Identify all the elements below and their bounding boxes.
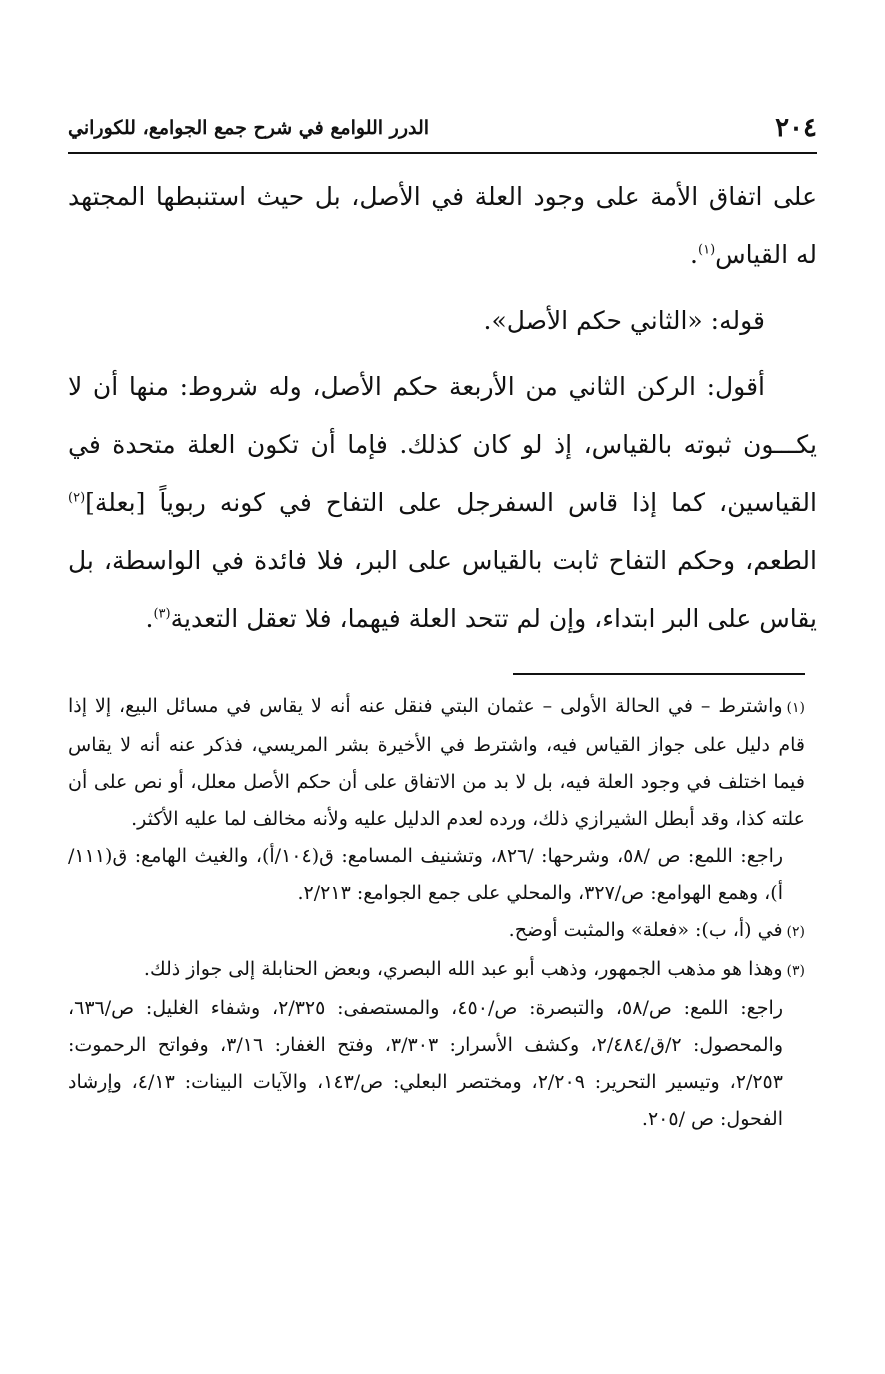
footnote-ref-2[interactable]: (٢) xyxy=(68,490,86,506)
paragraph-2: قوله: «الثاني حكم الأصل». xyxy=(483,306,765,335)
paragraph-3-text-a: أقول: الركن الثاني من الأربعة حكم الأصل، وله شروط: منها أن لا يكـــون ثبوته بالقياس، إذ لو كان كذلك. فإما أن تكون العلة متحدة في القياسين، كما إذا قاس السفرجل على التفاح في كونه ربوياً [بعلة] xyxy=(68,372,817,517)
footnote-2-marker: (٢) xyxy=(786,924,805,940)
footnotes xyxy=(68,688,805,1138)
page-number: ٢٠٤ xyxy=(775,113,817,143)
paragraph-3-end: . xyxy=(145,604,154,633)
footnote-3-marker: (٣) xyxy=(786,963,805,979)
footnote-3 xyxy=(68,951,805,990)
footnote-1 xyxy=(68,688,805,838)
paragraph-3-text-b: الطعم، وحكم التفاح ثابت بالقياس على البر، فلا فائدة في الواسطة، بل يقاس على البر ابتداء، وإن لم تتحد العلة فيهما، فلا تعقل التعدية xyxy=(68,546,817,633)
footnote-1-references: راجع: اللمع: ص /٥٨، وشرحها: /٨٢٦، وتشنيف المسامع: ق(١٠٤/أ)، والغيث الهامع: ق(١١١/أ)، وهمع الهوامع: ص/٣٢٧، والمحلي على جمع الجوامع: ٢/٢١٣. xyxy=(68,845,784,904)
paragraph-3 xyxy=(68,358,817,648)
footnote-separator xyxy=(513,673,805,675)
header-divider xyxy=(68,152,817,154)
footnote-ref-1[interactable]: (١) xyxy=(698,242,716,258)
footnote-1-marker: (١) xyxy=(786,700,805,716)
footnote-3-references: راجع: اللمع: ص/٥٨، والتبصرة: ص/٤٥٠، والمستصفى: ٢/٣٢٥، وشفاء الغليل: ص/٦٣٦، والمحصول: ٢/ق/٢/٤٨٤، وكشف الأسرار: ٣/٣٠٣، وفتح الغفار: ٣/١٦، وفواتح الرحموت: ٢/٢٥٣، وتيسير التحرير: ٢/٢٠٩، ومختصر البعلي: ص/١٤٣، والآيات البينات: ٤/١٣، وإرشاد الفحول: ص /٢٠٥. xyxy=(68,997,783,1130)
footnote-2-text: في (أ، ب): «فعلة» والمثبت أوضح. xyxy=(508,919,783,941)
footnote-3-text: وهذا هو مذهب الجمهور، وذهب أبو عبد الله البصري، وبعض الحنابلة إلى جواز ذلك. xyxy=(143,958,783,980)
footnote-1-text: واشترط – في الحالة الأولى – عثمان البتي فنقل عنه أنه لا يقاس في مسائل البيع، إلا إذا قام دليل على جواز القياس فيه، واشترط في الأخيرة بشر المريسي، فذكر عنه أنه لا يقاس فيما اختلف في وجود العلة فيه، بل لا بد من الاتفاق على أن حكم الأصل معلل، أو نص على أن علته كذا، وقد أبطل الشيرازي ذلك، ورده لعدم الدليل عليه ولأنه مخالف لما عليه الأكثر. xyxy=(68,695,805,830)
footnote-ref-3[interactable]: (٣) xyxy=(153,606,171,622)
main-text xyxy=(68,168,817,648)
paragraph-1 xyxy=(68,168,817,284)
paragraph-1-end: . xyxy=(690,240,698,269)
paragraph-1-text: على اتفاق الأمة على وجود العلة في الأصل، بل حيث استنبطها المجتهد له القياس xyxy=(68,182,817,269)
footnote-2 xyxy=(68,912,805,951)
running-title: الدرر اللوامع في شرح جمع الجوامع، للكوراني xyxy=(68,117,430,139)
page-header xyxy=(68,106,817,150)
